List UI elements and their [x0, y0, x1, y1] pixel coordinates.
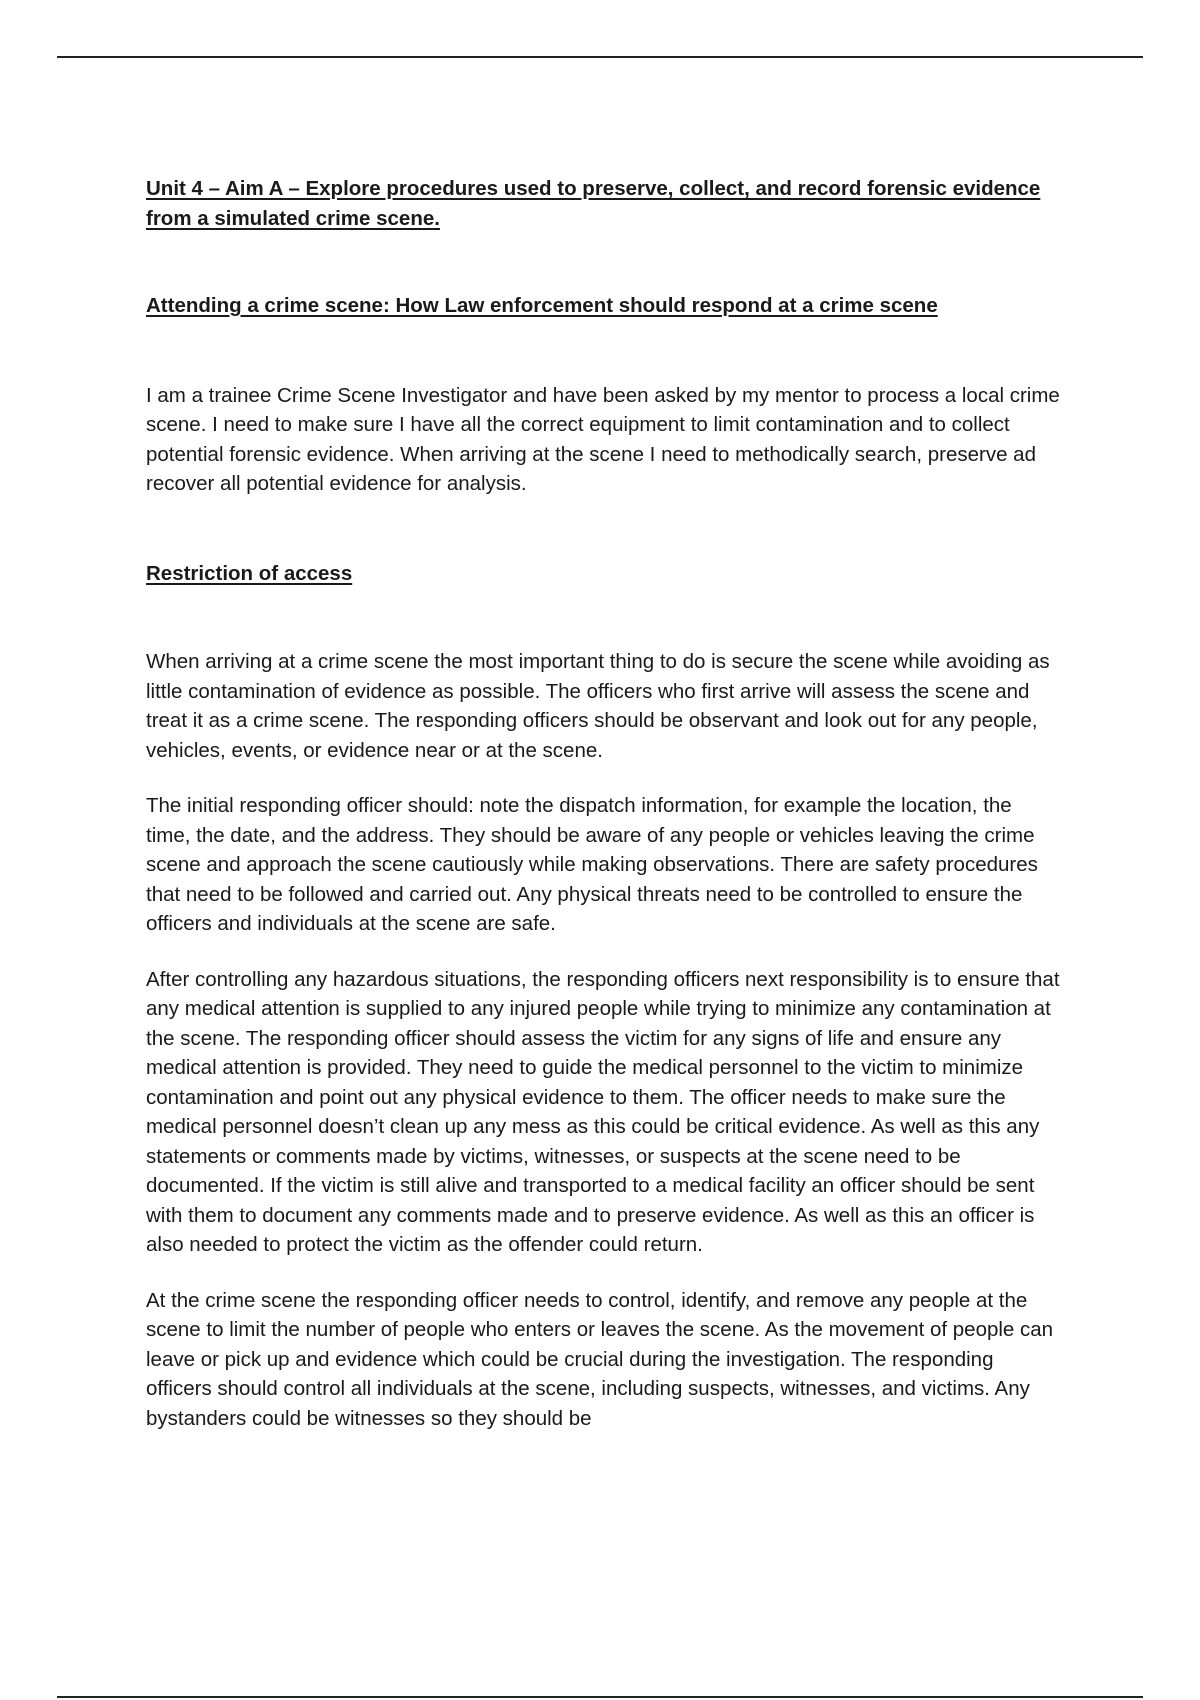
restriction-heading: Restriction of access	[146, 561, 353, 585]
intro-paragraph: I am a trainee Crime Scene Investigator and have been asked by my mentor to process a local crime scene. I need to make sure I have all the correct equipment to limit contamination and to collect potential forensic evidence. When arriving at the scene I need to methodically search, preserve ad recover all potential evidence for analysis.	[146, 383, 1060, 495]
page-bottom-rule	[57, 1696, 1143, 1698]
page-top-rule	[57, 56, 1143, 58]
body-paragraph: When arriving at a crime scene the most important thing to do is secure the scene while avoiding as little contamination of evidence as possible. The officers who first arrive will assess the scene and treat it as a crime scene. The responding officers should be observant and look out for any people, vehicles, events, or evidence near or at the scene.	[146, 650, 1050, 762]
document-body	[146, 174, 1061, 1459]
body-paragraph: After controlling any hazardous situations, the responding officers next responsibility is to ensure that any medical attention is supplied to any injured people while trying to minimize any contamination at the scene. The responding officer should assess the victim for any signs of life and ensure any medical attention is provided. They need to guide the medical personnel to the victim to minimize contamination and point out any physical evidence to them. The officer needs to make sure the medical personnel doesn’t clean up any mess as this could be critical evidence. As well as this any statements or comments made by victims, witnesses, or suspects at the scene need to be documented. If the victim is still alive and transported to a medical facility an officer should be sent with them to document any comments made and to preserve evidence. As well as this an officer is also needed to protect the victim as the offender could return.	[146, 967, 1060, 1256]
document-title: Unit 4 – Aim A – Explore procedures used to preserve, collect, and record forensic evidence from a simulated crime scene.	[146, 177, 1041, 230]
section-heading: Attending a crime scene: How Law enforcement should respond at a crime scene	[146, 294, 938, 317]
body-paragraph: The initial responding officer should: note the dispatch information, for example the location, the time, the date, and the address. They should be aware of any people or vehicles leaving the crime scene and approach the scene cautiously while making observations. There are safety procedures that need to be followed and carried out. Any physical threats need to be controlled to ensure the officers and individuals at the scene are safe.	[146, 794, 1038, 935]
body-paragraph: At the crime scene the responding officer needs to control, identify, and remove any people at the scene to limit the number of people who enters or leaves the scene. As the movement of people can leave or pick up and evidence which could be crucial during the investigation. The responding officers should control all individuals at the scene, including suspects, witnesses, and victims. Any bystanders could be witnesses so they should be	[146, 1288, 1054, 1430]
